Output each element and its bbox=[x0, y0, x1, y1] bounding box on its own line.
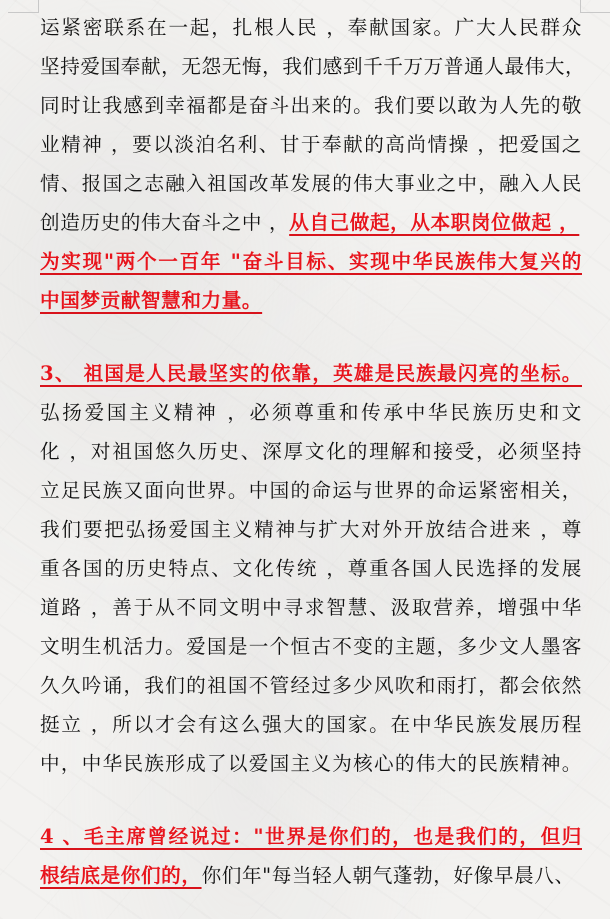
paragraph-line: 挺立 ，所以才会有这么强大的国家。在中华民族发展历程 bbox=[40, 713, 582, 736]
paragraph-line: 坚持爱国奉献，无怨无悔，我们感到千千万万普通人最伟大， bbox=[40, 55, 586, 78]
paragraph-line: 重各国的历史特点、文化传统 ，尊重各国人民选择的发展 bbox=[40, 557, 582, 580]
paragraph-line: 久久吟诵，我们的祖国不管经过多少风吹和雨打，都会依然 bbox=[40, 674, 582, 697]
highlighted-line: 中国梦贡献智慧和力量。 bbox=[40, 289, 263, 312]
paragraph-line: 化 ，对祖国悠久历史、深厚文化的理解和接受，必须坚持 bbox=[40, 440, 582, 463]
paragraph-line-mixed bbox=[40, 856, 582, 895]
page-corner-mark-top-left bbox=[8, 0, 39, 13]
highlighted-text: 根结底是你们的， bbox=[40, 864, 202, 887]
plain-text: 创造历史的伟大奋斗之中 ， bbox=[40, 211, 290, 234]
paragraph-line: 道路 ，善于从不同文明中寻求智慧、汲取营养，增强中华 bbox=[40, 596, 582, 619]
blank-line bbox=[40, 320, 582, 354]
highlighted-text: 从自己做起，从本职岗位做起 ， bbox=[289, 211, 580, 234]
plain-text: 你们年"每当轻人朝气蓬勃，好像早晨八、 bbox=[201, 864, 575, 887]
section-3-heading: 3、 祖国是人民最坚实的依靠，英雄是民族最闪亮的坐标。 bbox=[40, 362, 582, 385]
paragraph-line-mixed bbox=[40, 203, 582, 242]
paragraph-line: 我们要把弘扬爱国主义精神与扩大对外开放结合进来 ，尊 bbox=[40, 518, 582, 541]
paragraph-line: 立足民族又面向世界。中国的命运与世界的命运紧密相关， bbox=[40, 479, 582, 502]
paragraph-line: 中，中华民族形成了以爱国主义为核心的伟大的民族精神。 bbox=[40, 752, 582, 775]
paragraph-line: 运紧密联系在一起，扎根人民 ，奉献国家。广大人民群众 bbox=[40, 16, 582, 39]
page-corner-mark-top-right bbox=[580, 0, 610, 13]
highlighted-line: 为实现"两个一百年 "奋斗目标、实现中华民族伟大复兴的 bbox=[40, 250, 582, 273]
paragraph-line: 弘扬爱国主义精神 ，必须尊重和传承中华民族历史和文 bbox=[40, 401, 582, 424]
paragraph-line: 情、报国之志融入祖国改革发展的伟大事业之中，融入人民 bbox=[40, 172, 582, 195]
blank-line bbox=[40, 783, 582, 817]
section-4-heading: 4 、毛主席曾经说过："世界是你们的，也是我们的，但归 bbox=[40, 825, 582, 848]
document-page bbox=[40, 8, 586, 895]
paragraph-line: 同时让我感到幸福都是奋斗出来的。我们要以敢为人先的敬 bbox=[40, 94, 582, 117]
paragraph-line: 业精神 ，要以淡泊名利、甘于奉献的高尚情操 ，把爱国之 bbox=[40, 133, 582, 156]
paragraph-line: 文明生机活力。爱国是一个恒古不变的主题，多少文人墨客 bbox=[40, 635, 582, 658]
